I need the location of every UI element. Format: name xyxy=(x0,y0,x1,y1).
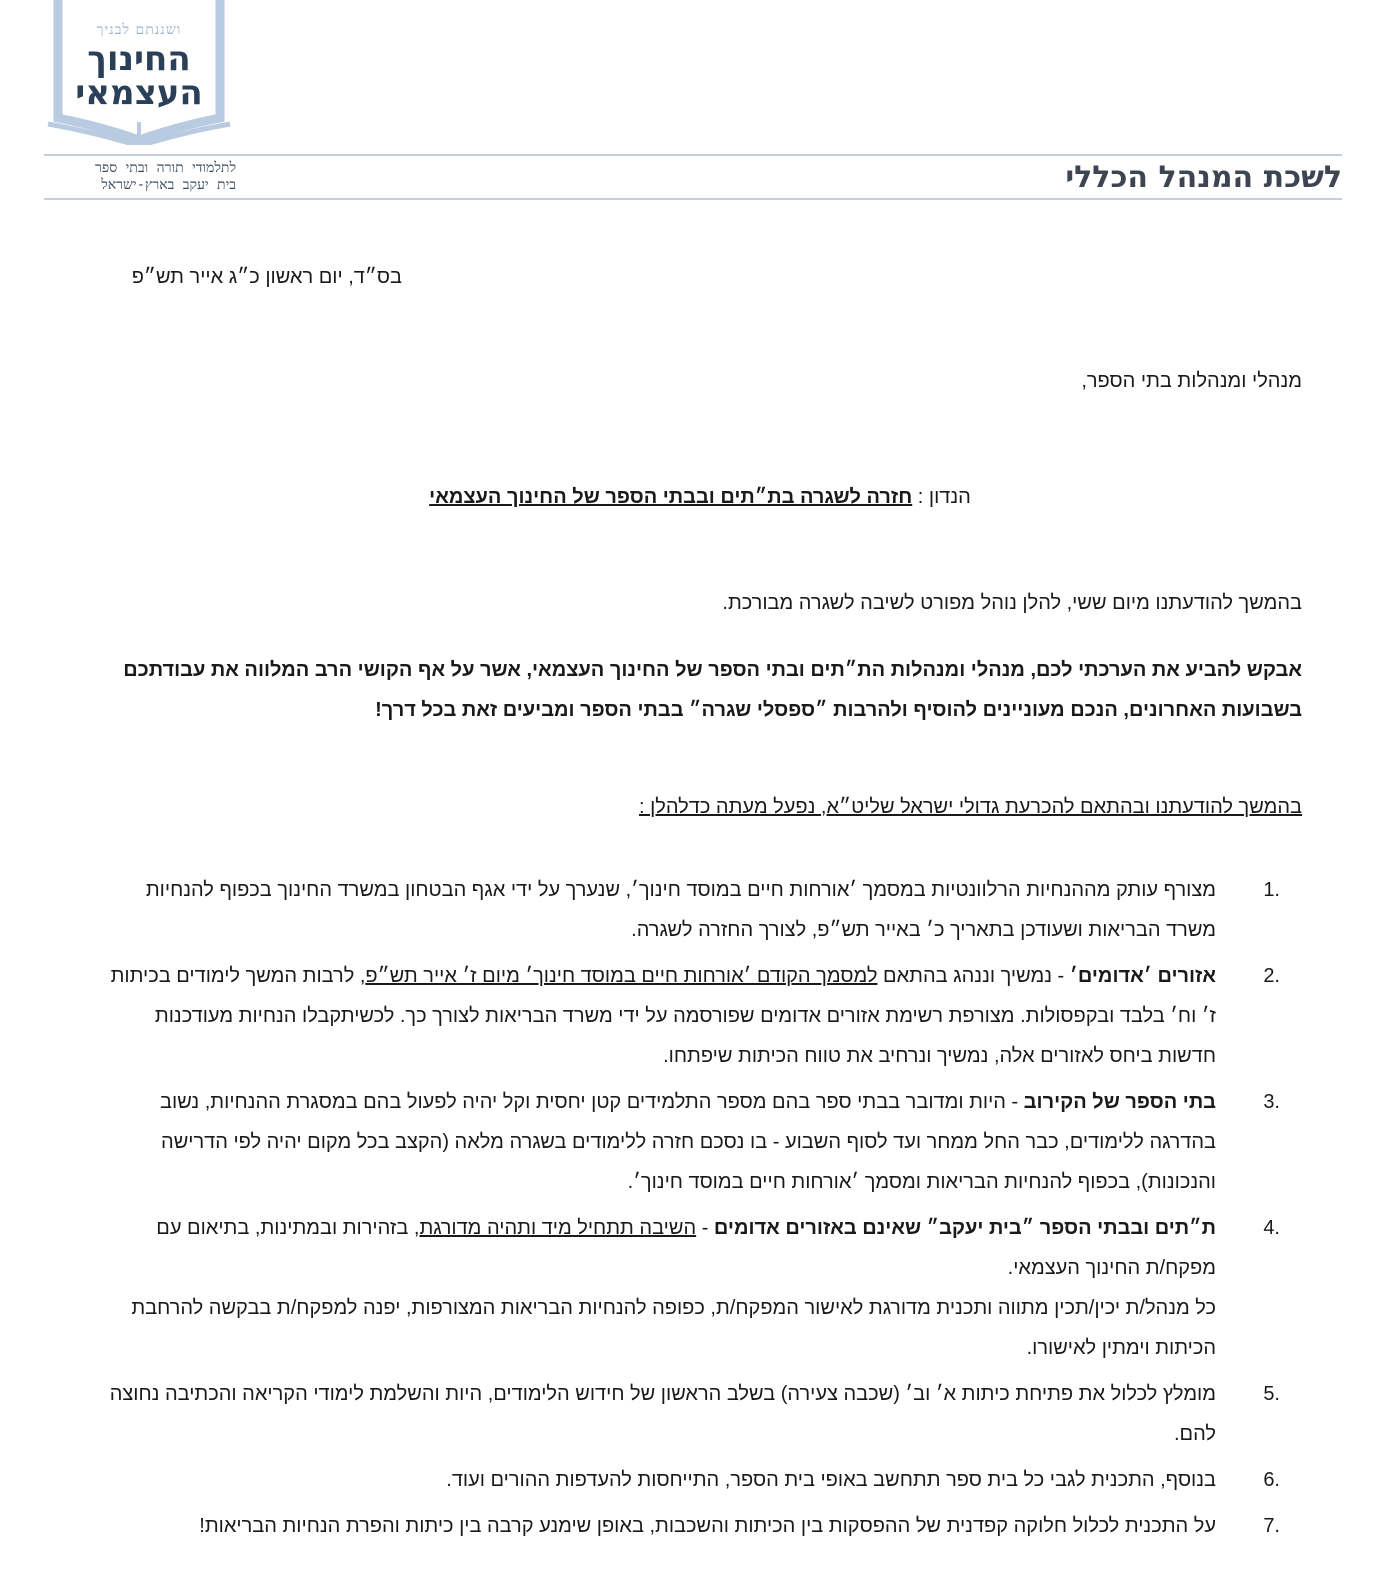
list-item xyxy=(0,1082,1400,1202)
item-text: - היות ומדובר בבתי ספר בהם מספר התלמידים קטן יחסית וקל יהיה לפעול בהם במסגרת ההנחיות, נשוב בהדרגה ללימודים, כבר החל ממחר ועד לסוף השבוע - בו נסכם חזרה ללימודים בשגרה מלאה (הקצב בכל מקום יהיה לפי הדרישה והנכונות), בכפוף להנחיות הבריאות ומסמך ׳אורחות חיים במוסד חינוך׳. xyxy=(160,1091,1216,1193)
letter-date: בס״ד, יום ראשון כ״ג אייר תש״פ xyxy=(131,266,402,288)
item-number: 6. xyxy=(1263,1469,1280,1491)
letter-subject xyxy=(0,486,1400,509)
office-title: לשכת המנהל הכללי xyxy=(1065,160,1342,195)
header-subtitle xyxy=(46,160,236,194)
list-item xyxy=(0,1374,1400,1454)
instructions-list xyxy=(0,870,1400,1552)
item-text: , לרבות המשך לימודים בכיתות ז׳ וח׳ בלבד ובקפסולות. מצורפת רשימת אזורים אדומים שפורסמה על ידי משרד הבריאות לצורך כך. לכשיתקבלו הנחיות מעודכנות חדשות ביחס לאזורים אלה, נמשיך ונרחיב את טווח הכיתות שיפתחו. xyxy=(110,965,1216,1067)
item-extra-text: כל מנהל/ת יכין/תכין מתווה ותכנית מדורגת לאישור המפקח/ת, כפופה להנחיות הבריאות המצורפות, יפנה למפקח/ת בבקשה להרחבת הכיתות וימתין לאישורו. xyxy=(131,1297,1216,1359)
letter-greeting: מנהלי ומנהלות בתי הספר, xyxy=(1081,370,1302,392)
subject-label: הנדון : xyxy=(917,486,971,508)
item-number: 7. xyxy=(1263,1515,1280,1537)
header-divider-top xyxy=(44,154,1342,156)
header-subtitle-line2: בית יעקב בארץ-ישראל xyxy=(101,177,236,193)
item-heading: ת״תים ובבתי הספר ״בית יעקב״ שאינם באזורים אדומים xyxy=(713,1217,1216,1239)
letter-intro: בהמשך להודעתנו מיום ששי, להלן נוהל מפורט לשיבה לשגרה מבורכת. xyxy=(722,592,1302,614)
item-text: על התכנית לכלול חלוקה קפדנית של ההפסקות בין הכיתות והשכבות, באופן שימנע קרבה בין כיתות והפרת הנחיות הבריאות! xyxy=(199,1515,1216,1537)
letter-decision: בהמשך להודעתנו ובהתאם להכרעת גדולי ישראל שליט״א, נפעל מעתה כדלהלן : xyxy=(639,796,1302,818)
header-subtitle-line1: לתלמודי תורה ובתי ספר xyxy=(95,160,236,176)
logo-name-line1: החינוך xyxy=(87,39,191,79)
item-text: - נמשיך וננהג בהתאם xyxy=(877,965,1070,987)
logo-name-line2: העצמאי xyxy=(75,73,203,113)
item-text: מומלץ לכלול את פתיחת כיתות א׳ וב׳ (שכבה צעירה) בשלב הראשון של חידוש הלימודים, היות והשלמת לימודי הקריאה והכתיבה נחוצה להם. xyxy=(109,1383,1216,1445)
item-text: מצורף עותק מההנחיות הרלוונטיות במסמך ׳אורחות חיים במוסד חינוך׳, שנערך על ידי אגף הבטחון במשרד החינוך בכפוף להנחיות משרד הבריאות ושעודכן בתאריך כ׳ באייר תש״פ, לצורך החזרה לשגרה. xyxy=(145,879,1216,941)
logo-slogan: ושננתם לבניך xyxy=(96,22,182,38)
list-item xyxy=(0,1208,1400,1368)
item-number: 5. xyxy=(1263,1383,1280,1405)
list-item xyxy=(0,870,1400,950)
subject-title: חזרה לשגרה בת״תים ובבתי הספר של החינוך העצמאי xyxy=(429,486,913,508)
list-item xyxy=(0,1506,1400,1546)
item-text: , בזהירות ובמתינות, בתיאום עם מפקח/ת החינוך העצמאי. xyxy=(156,1217,1216,1279)
item-text: בנוסף, התכנית לגבי כל בית ספר תתחשב באופי בית הספר, התייחסות להעדפות ההורים ועוד. xyxy=(446,1469,1216,1491)
item-reference: למסמך הקודם ׳אורחות חיים במוסד חינוך׳ מיום ז׳ אייר תש״פ xyxy=(365,965,878,987)
logo xyxy=(44,0,234,145)
item-heading: אזורים ׳אדומים׳ xyxy=(1069,965,1216,987)
list-item xyxy=(0,1460,1400,1500)
header-divider-bottom xyxy=(44,198,1342,200)
item-number: 2. xyxy=(1263,965,1280,987)
letter-appreciation: אבקש להביע את הערכתי לכם, מנהלי ומנהלות הת״תים ובתי הספר של החינוך העצמאי, אשר על אף הקושי הרב המלווה את עבודתכם בשבועות האחרונים, הנכם מעוניינים להוסיף ולהרבות ״ספסלי שגרה״ בבתי הספר ומביעים זאת בכל דרך! xyxy=(123,659,1302,721)
item-heading: בתי הספר של הקירוב xyxy=(1023,1091,1216,1113)
item-number: 4. xyxy=(1263,1217,1280,1239)
list-item xyxy=(0,956,1400,1076)
item-number: 3. xyxy=(1263,1091,1280,1113)
item-number: 1. xyxy=(1263,879,1280,901)
item-text: - xyxy=(696,1217,714,1239)
item-emphasis: השיבה תתחיל מיד ותהיה מדורגת xyxy=(419,1217,697,1239)
